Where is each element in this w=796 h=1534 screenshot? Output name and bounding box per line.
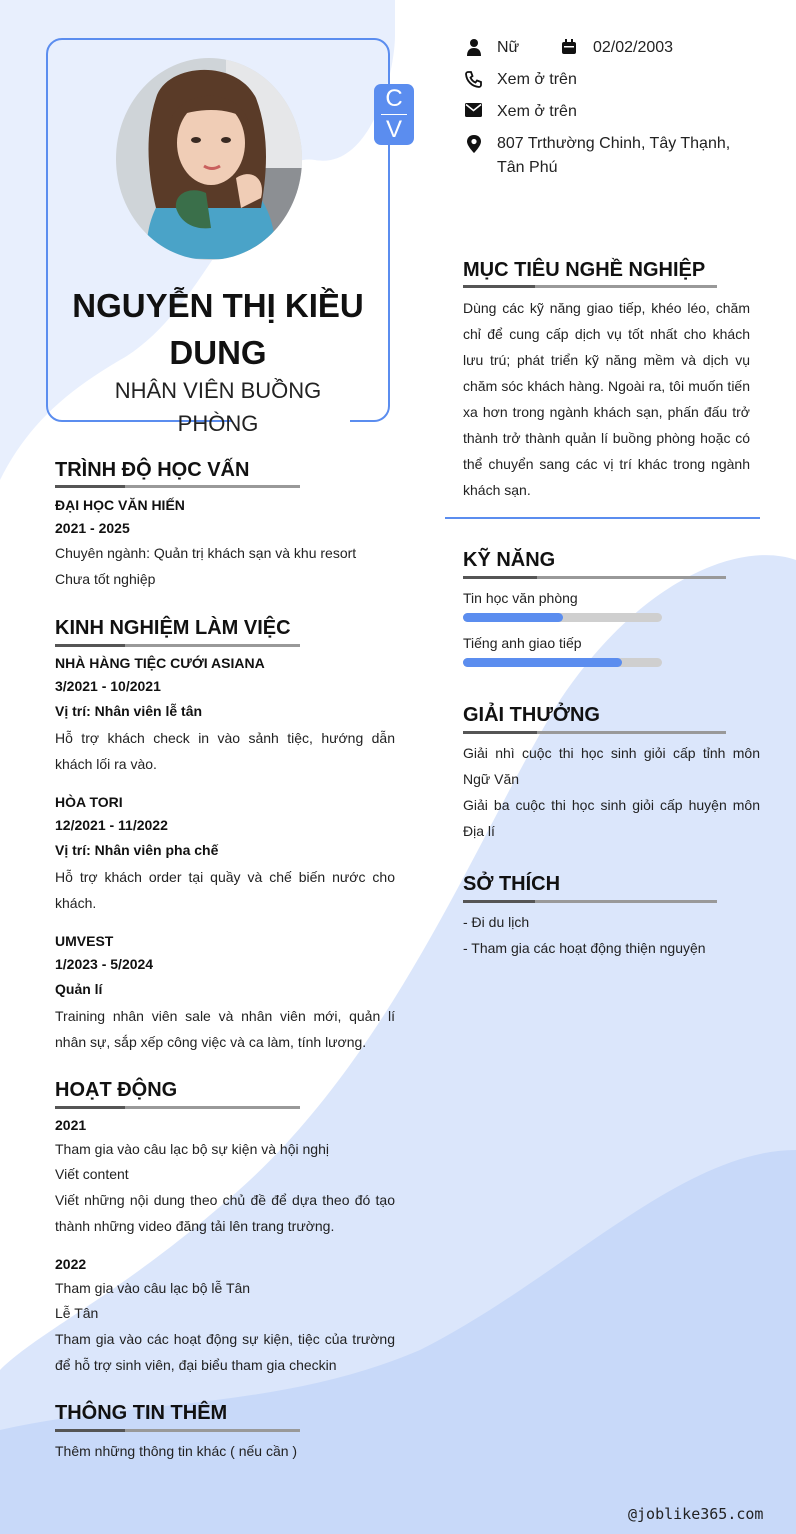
extra-info-underline [55, 1429, 300, 1432]
activity-club: Tham gia vào câu lạc bộ lễ Tân [55, 1280, 251, 1296]
candidate-name: NGUYỄN THỊ KIỀU DUNG [72, 287, 364, 371]
phone-icon [465, 70, 483, 88]
education-major: Chuyên ngành: Quản trị khách sạn và khu resort [55, 545, 357, 561]
job-period: 12/2021 - 11/2022 [55, 817, 168, 833]
email-text: Xem ở trên [497, 103, 577, 120]
award-item: Giải ba cuộc thi học sinh giỏi cấp huyện môn Địa lí [463, 797, 760, 839]
cv-badge [374, 84, 414, 145]
skill-level-bar [463, 613, 662, 622]
education-years: 2021 - 2025 [55, 520, 130, 536]
footer-watermark: @joblike365.com [628, 1505, 764, 1523]
awards-underline [463, 731, 726, 734]
skill-level-fill [463, 613, 563, 622]
extra-info-text: Thêm những thông tin khác ( nếu cần ) [55, 1443, 298, 1459]
person-icon [465, 38, 483, 56]
address-text: 807 Trthường Chinh, Tây Thạnh, Tân Phú [497, 135, 731, 176]
activity-year: 2022 [55, 1256, 87, 1272]
activities-underline [55, 1106, 300, 1109]
hobbies-underline [463, 900, 717, 903]
cv-badge-c: C [385, 85, 403, 112]
objective-title: MỤC TIÊU NGHỀ NGHIỆP [463, 259, 706, 281]
education-status: Chưa tốt nghiệp [55, 571, 156, 587]
job-period: 3/2021 - 10/2021 [55, 678, 161, 694]
education-title: TRÌNH ĐỘ HỌC VẤN [55, 459, 250, 481]
job-position: Vị trí: Nhân viên lễ tân [55, 703, 203, 719]
activity-club: Tham gia vào câu lạc bộ sự kiện và hội nghị [55, 1141, 329, 1157]
education-underline [55, 485, 300, 488]
job-description: Hỗ trợ khách order tại quầy và chế biến nước cho khách. [55, 869, 395, 911]
hobbies-title: SỞ THÍCH [463, 873, 561, 895]
hobby-item: - Đi du lịch [463, 914, 530, 930]
objective-divider [445, 517, 760, 519]
skills-underline [463, 576, 726, 579]
education-school: ĐẠI HỌC VĂN HIẾN [55, 497, 185, 513]
candidate-job-title: NHÂN VIÊN BUỒNG PHÒNG [114, 378, 322, 436]
activities-title: HOẠT ĐỘNG [55, 1079, 178, 1101]
birthday-text: 02/02/2003 [593, 39, 674, 56]
objective-underline [463, 285, 717, 288]
awards-title: GIẢI THƯỞNG [463, 704, 600, 726]
job-position: Vị trí: Nhân viên pha chế [55, 842, 219, 858]
cv-badge-divider [381, 114, 407, 115]
skill-name: Tiếng anh giao tiếp [463, 635, 582, 651]
cv-badge-v: V [385, 116, 402, 143]
calendar-icon [561, 39, 579, 57]
skill-name: Tin học văn phòng [463, 590, 578, 606]
experience-underline [55, 644, 300, 647]
activity-description: Viết những nội dung theo chủ đề để dựa theo đó tạo thành những video đăng tải lên trang trường. [55, 1192, 395, 1234]
email-icon [465, 103, 483, 121]
job-company: NHÀ HÀNG TIỆC CƯỚI ASIANA [55, 655, 265, 671]
skills-title: KỸ NĂNG [463, 549, 556, 571]
hobby-item: - Tham gia các hoạt động thiện nguyện [463, 940, 706, 956]
job-position: Quản lí [55, 981, 103, 997]
experience-title: KINH NGHIỆM LÀM VIỆC [55, 617, 291, 639]
location-pin-icon [466, 135, 484, 153]
profile-photo [116, 58, 302, 260]
job-company: UMVEST [55, 933, 114, 949]
objective-text: Dùng các kỹ năng giao tiếp, khéo léo, chăm chỉ để cung cấp dịch vụ tốt nhất cho khách lưu trú; phát triển kỹ năng mềm và dịch vụ chăm sóc khách hàng. Ngoài ra, tôi muốn tiến xa hơn trong ngành khách sạn, phấn đấu trở thành trở thành quản lí buồng phòng hoặc có thể chuyển sang các vị trí khác trong ngành khách sạn. [463, 300, 750, 498]
skill-level-bar [463, 658, 662, 667]
activity-role: Viết content [55, 1166, 129, 1182]
job-company: HÒA TORI [55, 794, 123, 810]
award-item: Giải nhì cuộc thi học sinh giỏi cấp tỉnh môn Ngữ Văn [463, 745, 760, 787]
activity-year: 2021 [55, 1117, 87, 1133]
phone-text: Xem ở trên [497, 71, 577, 88]
gender-text: Nữ [497, 39, 520, 56]
skill-level-fill [463, 658, 622, 667]
job-period: 1/2023 - 5/2024 [55, 956, 154, 972]
extra-info-title: THÔNG TIN THÊM [55, 1402, 228, 1424]
activity-description: Tham gia vào các hoạt động sự kiện, tiệc của trường để hỗ trợ sinh viên, đại biểu tham gia checkin [55, 1331, 395, 1373]
job-description: Hỗ trợ khách check in vào sảnh tiệc, hướng dẫn khách lối ra vào. [55, 730, 395, 772]
job-description: Training nhân viên sale và nhân viên mới, quản lí nhân sự, sắp xếp công việc và ca làm, tính lương. [55, 1008, 395, 1050]
activity-role: Lễ Tân [55, 1305, 99, 1321]
